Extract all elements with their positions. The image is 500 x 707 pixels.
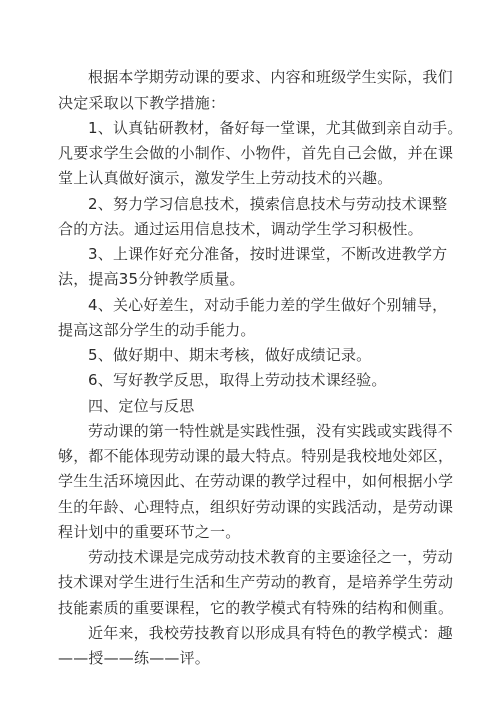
paragraph-line: ——授——练——评。 xyxy=(58,649,211,667)
paragraph-line: 程计划中的重要环节之一。 xyxy=(58,523,241,541)
paragraph-line: 2、努力学习信息技术，摸索信息技术与劳动技术课整 xyxy=(88,195,448,213)
paragraph-line: 生的年龄、心理特点，组织好劳动课的实践活动，是劳动课 xyxy=(58,498,454,516)
paragraph-line: 合的方法。通过运用信息技术，调动学生学习积极性。 xyxy=(58,220,423,238)
paragraph-line: 技术课对学生进行生活和生产劳动的教育，是培养学生劳动 xyxy=(58,573,454,591)
paragraph-line: 决定采取以下教学措施： xyxy=(58,94,226,112)
paragraph-line: 提高这部分学生的动手能力。 xyxy=(58,321,256,339)
paragraph-line: 堂上认真做好演示，激发学生上劳动技术的兴趣。 xyxy=(58,169,393,187)
paragraph-line: 根据本学期劳动课的要求、内容和班级学生实际，我们 xyxy=(88,68,453,86)
paragraph-line: 3、上课作好充分准备，按时进课堂，不断改进教学方 xyxy=(88,245,448,263)
section-heading: 四、定位与反思 xyxy=(88,397,195,415)
paragraph-line: 技能素质的重要课程，它的教学模式有特殊的结构和侧重。 xyxy=(58,599,454,617)
paragraph-line: 法，提高35分钟教学质量。 xyxy=(58,270,245,288)
paragraph-line: 学生生活环境因此、在劳动课的教学过程中，如何根据小学 xyxy=(58,472,454,490)
paragraph-line: 6、写好教学反思，取得上劳动技术课经验。 xyxy=(88,371,387,389)
paragraph-line: 4、关心好差生，对动手能力差的学生做好个别辅导， xyxy=(88,296,448,314)
paragraph-line: 近年来，我校劳技教育以形成具有特色的教学模式：趣 xyxy=(88,624,453,642)
paragraph-line: 劳动技术课是完成劳动技术教育的主要途径之一，劳动 xyxy=(88,548,453,566)
paragraph-line: 够，都不能体现劳动课的最大特点。特别是我校地处郊区， xyxy=(58,447,454,465)
paragraph-line: 5、做好期中、期末考核，做好成绩记录。 xyxy=(88,346,372,364)
paragraph-line: 凡要求学生会做的小制作、小物件，首先自己会做，并在课 xyxy=(58,144,454,162)
paragraph-line: 1、认真钻研教材，备好每一堂课，尤其做到亲自动手。 xyxy=(88,119,463,137)
paragraph-line: 劳动课的第一特性就是实践性强，没有实践或实践得不 xyxy=(88,422,453,440)
